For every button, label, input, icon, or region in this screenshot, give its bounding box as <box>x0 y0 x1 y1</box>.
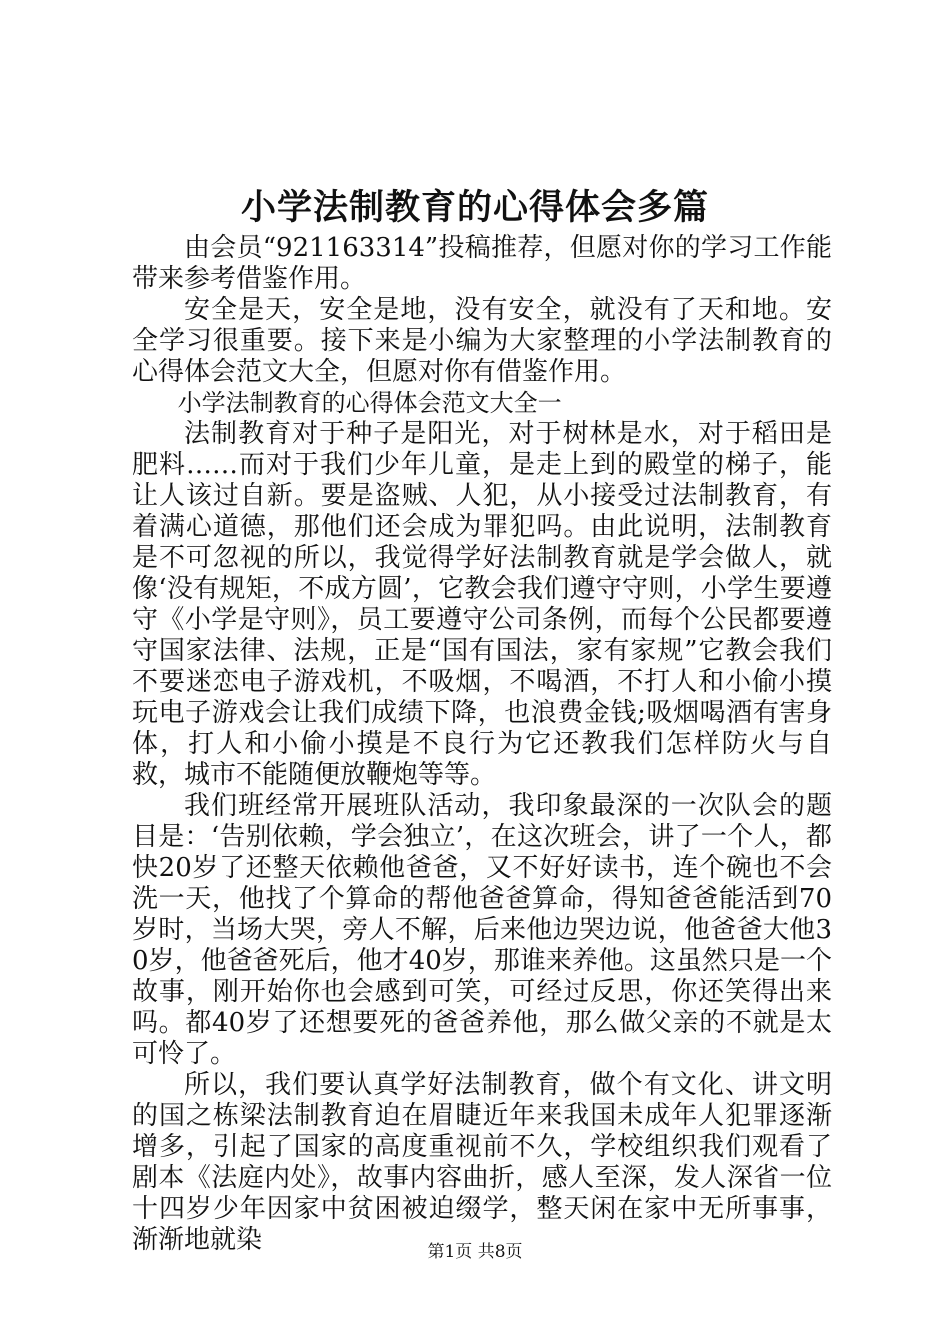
body-paragraph: 我们班经常开展班队活动，我印象最深的一次队会的题目是：‘告别依赖，学会独立’，在这次班会，讲了一个人，都快20岁了还整天依赖他爸爸，又不好好读书，连个碗也不会洗一天，他找了个算命的帮他爸爸算命，得知爸爸能活到70岁时，当场大哭，旁人不解，后来他边哭边说，他爸爸大他30岁，他爸爸死后，他才40岁，那谁来养他。这虽然只是一个故事，刚开始你也会感到可笑，可经过反思，你还笑得出来吗。都40岁了还想要死的爸爸养他，那么做父亲的不就是太可怜了。 <box>132 791 832 1069</box>
intro-paragraph: 由会员“921163314”投稿推荐，但愿对你的学习工作能带来参考借鉴作用。 <box>132 233 832 294</box>
preface-paragraph: 安全是天，安全是地，没有安全，就没有了天和地。安全学习很重要。接下来是小编为大家整理的小学法制教育的心得体会范文大全，但愿对你有借鉴作用。 <box>132 295 832 387</box>
body-paragraph: 所以，我们要认真学好法制教育，做个有文化、讲文明的国之栋梁法制教育迫在眉睫近年来我国未成年人犯罪逐渐增多，引起了国家的高度重视前不久，学校组织我们观看了剧本《法庭内处》，故事内容曲折，感人至深，发人深省一位十四岁少年因家中贫困被迫缀学，整天闲在家中无所事事，渐渐地就染 <box>132 1070 832 1255</box>
document-body <box>132 233 832 1256</box>
section-heading: 小学法制教育的心得体会范文大全一 <box>177 389 562 417</box>
body-paragraph: 法制教育对于种子是阳光，对于树林是水，对于稻田是肥料……而对于我们少年儿童，是走上到的殿堂的梯子，能让人该过自新。要是盗贼、人犯，从小接受过法制教育，有着满心道德，那他们还会成为罪犯吗。由此说明，法制教育是不可忽视的所以，我觉得学好法制教育就是学会做人，就像‘没有规矩，不成方圆’，它教会我们遵守守则，小学生要遵守《小学是守则》，员工要遵守公司条例，而每个公民都要遵守国家法律、法规，正是“国有国法，家有家规”它教会我们不要迷恋电子游戏机，不吸烟，不喝酒，不打人和小偷小摸玩电子游戏会让我们成绩下降，也浪费金钱;吸烟喝酒有害身体，打人和小偷小摸是不良行为它还教我们怎样防火与自救，城市不能随便放鞭炮等等。 <box>132 419 832 790</box>
document-title: 小学法制教育的心得体会多篇 <box>240 187 709 228</box>
page-number-footer: 第1页 共8页 <box>427 1242 523 1262</box>
